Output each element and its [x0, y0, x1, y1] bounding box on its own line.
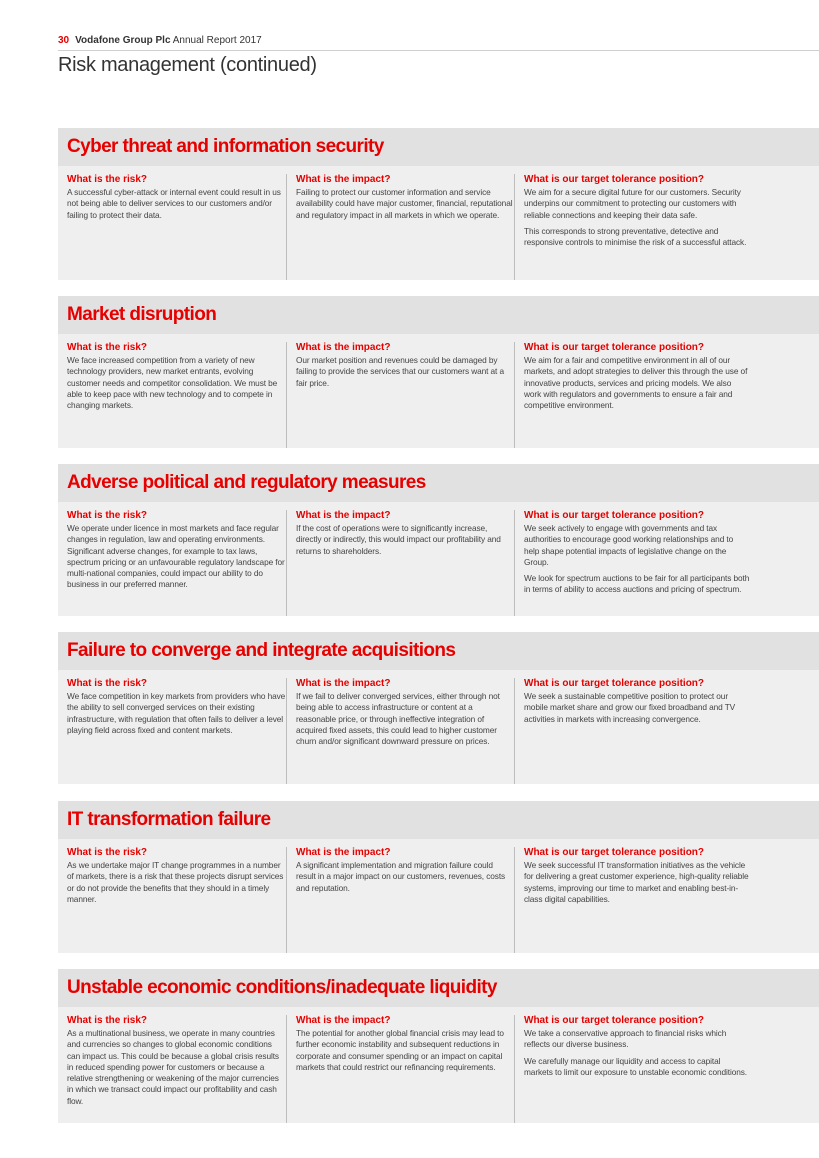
risk-text: A successful cyber-attack or internal event could result in us not being able to deliver services to our customers and/or failing to protect their data. — [67, 187, 281, 220]
tolerance-text: This corresponds to strong preventative, detective and responsive controls to minimise the risk of a successful attack. — [524, 225, 747, 248]
section-title: Cyber threat and information security — [67, 136, 384, 157]
impact-text: The potential for another global financial crisis may lead to further economic instability and subsequent reductions in corporate and consumer spending or an impact on capital markets that could restrict our refinancing requirements. — [296, 1028, 504, 1072]
tolerance-column — [514, 678, 810, 784]
impact-question: What is the impact? — [296, 174, 391, 185]
risk-question: What is the risk? — [67, 1015, 148, 1026]
risk-text: We operate under licence in most markets and face regular changes in regulation, law and operating environments. Significant adverse changes, for example to tax laws, spectrum pricing or an unfavourable regulatory landscape for multi-national companies, could impact our ability to do business in our preferred manner. — [67, 523, 285, 590]
header-rule — [58, 50, 819, 51]
impact-question: What is the impact? — [296, 510, 391, 521]
section-title: Unstable economic conditions/inadequate liquidity — [67, 977, 497, 998]
tolerance-question: What is our target tolerance position? — [524, 1015, 705, 1026]
risk-column — [58, 847, 286, 953]
section-columns — [58, 670, 819, 784]
impact-text: Failing to protect our customer information and service availability could have major customer, financial, reputational and regulatory impact in all markets in which we operate. — [296, 187, 513, 220]
risk-section — [58, 464, 819, 616]
risk-column — [58, 174, 286, 280]
section-title: IT transformation failure — [67, 809, 271, 830]
risk-section — [58, 128, 819, 280]
impact-column — [286, 510, 514, 616]
impact-question: What is the impact? — [296, 847, 391, 858]
section-columns — [58, 1007, 819, 1123]
impact-question: What is the impact? — [296, 342, 391, 353]
impact-column — [286, 678, 514, 784]
section-title: Adverse political and regulatory measures — [67, 472, 426, 493]
risk-text: As a multinational business, we operate in many countries and currencies so changes to global economic conditions can impact us. This could be because a global crisis results in reduced spending power for customers or because a relative strengthening or weakening of the major currencies in which we transact could impact our profitability and cash flow. — [67, 1028, 279, 1106]
tolerance-question: What is our target tolerance position? — [524, 342, 705, 353]
impact-column — [286, 1015, 514, 1123]
tolerance-column — [514, 510, 810, 616]
impact-text: A significant implementation and migration failure could result in a major impact on our customers, revenues, costs and reputation. — [296, 860, 506, 893]
tolerance-column — [514, 847, 810, 953]
section-columns — [58, 839, 819, 953]
section-header — [58, 464, 819, 502]
impact-column — [286, 342, 514, 448]
impact-text: If the cost of operations were to significantly increase, directly or indirectly, this would impact our profitability and returns to shareholders. — [296, 523, 501, 556]
tolerance-question: What is our target tolerance position? — [524, 174, 705, 185]
impact-column — [286, 847, 514, 953]
tolerance-text: We seek successful IT transformation initiatives as the vehicle for delivering a great customer experience, high-quality reliable systems, improving our time to market and enabling best-in-class digital capabilities. — [524, 860, 749, 904]
report-name: Annual Report 2017 — [172, 35, 262, 46]
section-title: Failure to converge and integrate acquisitions — [67, 640, 456, 661]
section-header — [58, 296, 819, 334]
tolerance-question: What is our target tolerance position? — [524, 847, 705, 858]
tolerance-column — [514, 342, 810, 448]
risk-question: What is the risk? — [67, 678, 148, 689]
impact-text: If we fail to deliver converged services, either through not being able to access infrastructure or content at a reasonable price, or through ineffective integration of acquired fixed assets, this could lead to higher customer churn and/or significant downward pressure on prices. — [296, 691, 500, 747]
risk-question: What is the risk? — [67, 847, 148, 858]
risk-text: As we undertake major IT change programmes in a number of markets, there is a risk that these projects disrupt services or do not provide the benefits that they should in a timely manner. — [67, 860, 284, 904]
tolerance-text: We seek a sustainable competitive position to protect our mobile market share and grow our fixed broadband and TV activities in markets with increasing convergence. — [524, 691, 736, 724]
risk-section — [58, 969, 819, 1123]
company-name: Vodafone Group Plc — [75, 35, 171, 46]
tolerance-text: We take a conservative approach to financial risks which reflects our diverse business. — [524, 1028, 727, 1050]
tolerance-column — [514, 174, 810, 280]
risk-section — [58, 296, 819, 448]
section-header — [58, 632, 819, 670]
risk-question: What is the risk? — [67, 174, 148, 185]
tolerance-text: We look for spectrum auctions to be fair for all participants both in terms of ability to access auctions and pricing of spectrum. — [524, 573, 750, 595]
tolerance-text: We carefully manage our liquidity and access to capital markets to limit our exposure to unstable economic conditions. — [524, 1055, 747, 1077]
impact-question: What is the impact? — [296, 1015, 391, 1026]
tolerance-text: We seek actively to engage with governments and tax authorities to encourage good working relationships and to help shape potential impacts of legislative change on the Group. — [524, 523, 734, 567]
risk-text: We face competition in key markets from providers who have the ability to sell converged services on their existing infrastructure, with regulation that often fails to deliver a level playing field across fixed and content markets. — [67, 691, 286, 735]
impact-question: What is the impact? — [296, 678, 391, 689]
risk-text: We face increased competition from a variety of new technology providers, new market entrants, evolving customer needs and competitor consolidation. We must be able to keep pace with new technology and to compete in changing markets. — [67, 355, 278, 411]
section-columns — [58, 166, 819, 280]
risk-question: What is the risk? — [67, 510, 148, 521]
risk-section — [58, 801, 819, 953]
tolerance-column — [514, 1015, 810, 1123]
section-header — [58, 128, 819, 166]
section-header — [58, 969, 819, 1007]
section-header — [58, 801, 819, 839]
risk-question: What is the risk? — [67, 342, 148, 353]
tolerance-text: We aim for a secure digital future for our customers. Security underpins our commitment to protecting our customers with reliable connections and keeping their data safe. — [524, 187, 741, 220]
impact-text: Our market position and revenues could be damaged by failing to provide the services that our customers want at a fair price. — [296, 355, 504, 388]
page-title: Risk management (continued) — [58, 54, 317, 76]
tolerance-question: What is our target tolerance position? — [524, 510, 705, 521]
page-number: 30 — [58, 35, 70, 46]
risk-column — [58, 678, 286, 784]
tolerance-text: We aim for a fair and competitive environment in all of our markets, and adopt strategies to deliver this through the use of innovative products, services and pricing models. We also work with regulators and governments to ensure a fair and competitive environment. — [524, 355, 748, 411]
section-columns — [58, 502, 819, 616]
section-title: Market disruption — [67, 304, 217, 325]
risk-section — [58, 632, 819, 784]
section-columns — [58, 334, 819, 448]
running-header — [58, 35, 262, 46]
risk-column — [58, 1015, 286, 1123]
impact-column — [286, 174, 514, 280]
tolerance-question: What is our target tolerance position? — [524, 678, 705, 689]
risk-column — [58, 510, 286, 616]
risk-column — [58, 342, 286, 448]
